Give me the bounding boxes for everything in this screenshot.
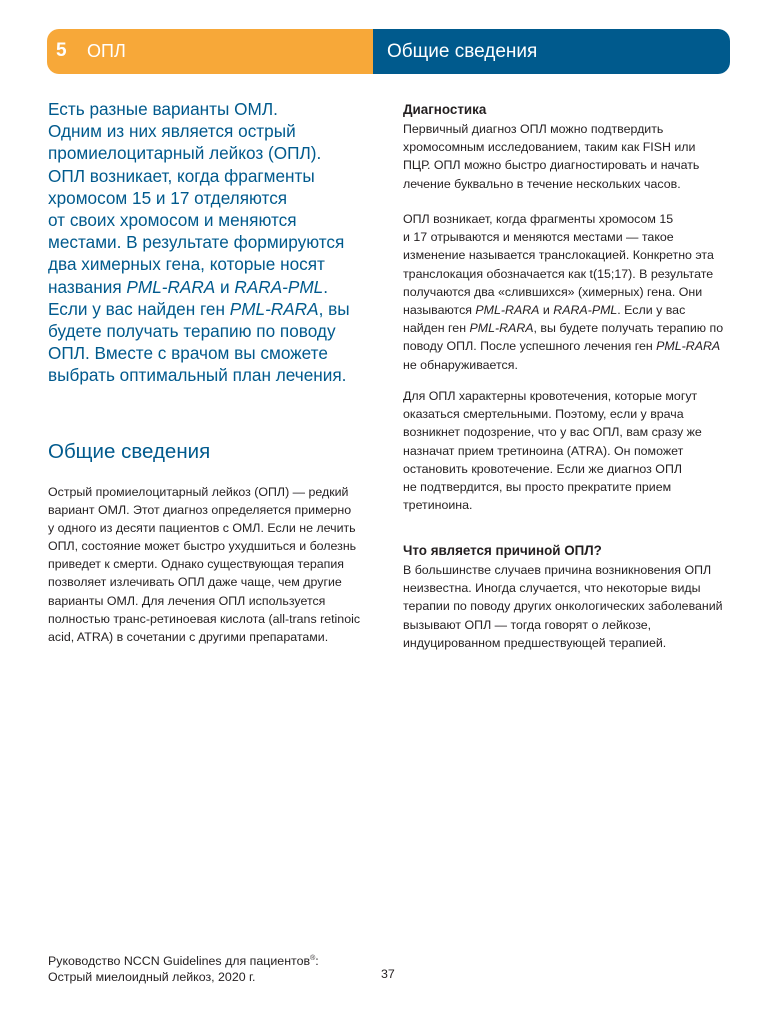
chapter-number: 5 — [56, 40, 67, 61]
gene-name: PML-RARA — [469, 321, 534, 336]
diagnostics-paragraph-1: Первичный диагноз ОПЛ можно подтвердить хромосомным исследованием, таким как FISH или ПЦР. ОПЛ можно быстро диагностировать и начать лечение буквально в течение нескольких часов. — [403, 122, 700, 191]
gene-name: RARA-PML — [553, 303, 618, 318]
general-heading: Общие сведения — [48, 440, 211, 463]
gene-name: PML-RARA — [475, 303, 540, 318]
lead-paragraph: Есть разные варианты ОМЛ. Одним из них является острый промиелоцитарный лейкоз (ОПЛ). ОПЛ возникает, когда фрагменты хромосом 15 и 17 отделяются от своих хромосом и меняются местами. В результате формируются два химерных гена, которые носят названия PML-RARA и RARA-PML. Если у вас найден ген PML-RARA, вы будете получать терапию по поводу ОПЛ. Вместе с врачом вы сможете выбрать оптимальный план лечения. — [48, 99, 350, 386]
gene-name: PML-RARA — [126, 276, 216, 297]
general-paragraph: Острый промиелоцитарный лейкоз (ОПЛ) — редкий вариант ОМЛ. Этот диагноз определяется примерно у одного из десяти пациентов с ОМЛ. Если не лечить ОПЛ, состояние может быстро ухудшиться и болезнь приведет к смерти. Однако существующая терапия позволяет излечивать ОПЛ даже чаще, чем другие варианты ОМЛ. Для лечения ОПЛ используется полностью транс-ретиноевая кислота (all-trans retinoic acid, ATRA) в сочетании с другими препаратами. — [48, 485, 361, 644]
cause-paragraph: В большинстве случаев причина возникновения ОПЛ неизвестна. Иногда случается, что некоторые виды терапии по поводу других онкологических заболеваний вызывают ОПЛ — тогда говорят о лейкозе, индуцированном предшествующей терапией. — [403, 563, 723, 650]
diagnostics-paragraph-2: ОПЛ возникает, когда фрагменты хромосом 15 и 17 отрываются и меняются местами — такое изменение называется транслокацией. Конкретно эта транслокация обозначается как t(15;17). В результате получаются два «слившихся» (химерных) гена. Они называются PML-RARA и RARA-PML. Если у вас найден ген PML-RARA, вы будете получать терапию по поводу ОПЛ. После успешного лечения ген PML-RARA не обнаруживается. — [403, 212, 724, 372]
gene-name: RARA-PML — [234, 276, 324, 297]
chapter-tab — [47, 29, 373, 74]
diagnostics-paragraph-3: Для ОПЛ характерны кровотечения, которые могут оказаться смертельными. Поэтому, если у врача возникнет подозрение, что у вас ОПЛ, вам сразу же назначат прием третиноина (ATRA). Он поможет остановить кровотечение. Если же диагноз ОПЛ не подтвердится, вы просто прекратите прием третиноина. — [403, 389, 702, 513]
section-title: Общие сведения — [387, 41, 538, 62]
cause-heading: Что является причиной ОПЛ? — [403, 543, 602, 558]
registered-mark: ® — [310, 955, 316, 962]
footer-citation: Руководство NCCN Guidelines для пациентов®: Острый миелоидный лейкоз, 2020 г. — [48, 954, 319, 984]
diagnostics-heading: Диагностика — [403, 102, 487, 117]
page-number: 37 — [381, 967, 395, 981]
gene-name: PML-RARA — [229, 298, 319, 319]
gene-name: PML-RARA — [656, 339, 721, 354]
chapter-title: ОПЛ — [87, 41, 126, 61]
page-header — [47, 29, 730, 74]
section-tab — [373, 29, 730, 74]
